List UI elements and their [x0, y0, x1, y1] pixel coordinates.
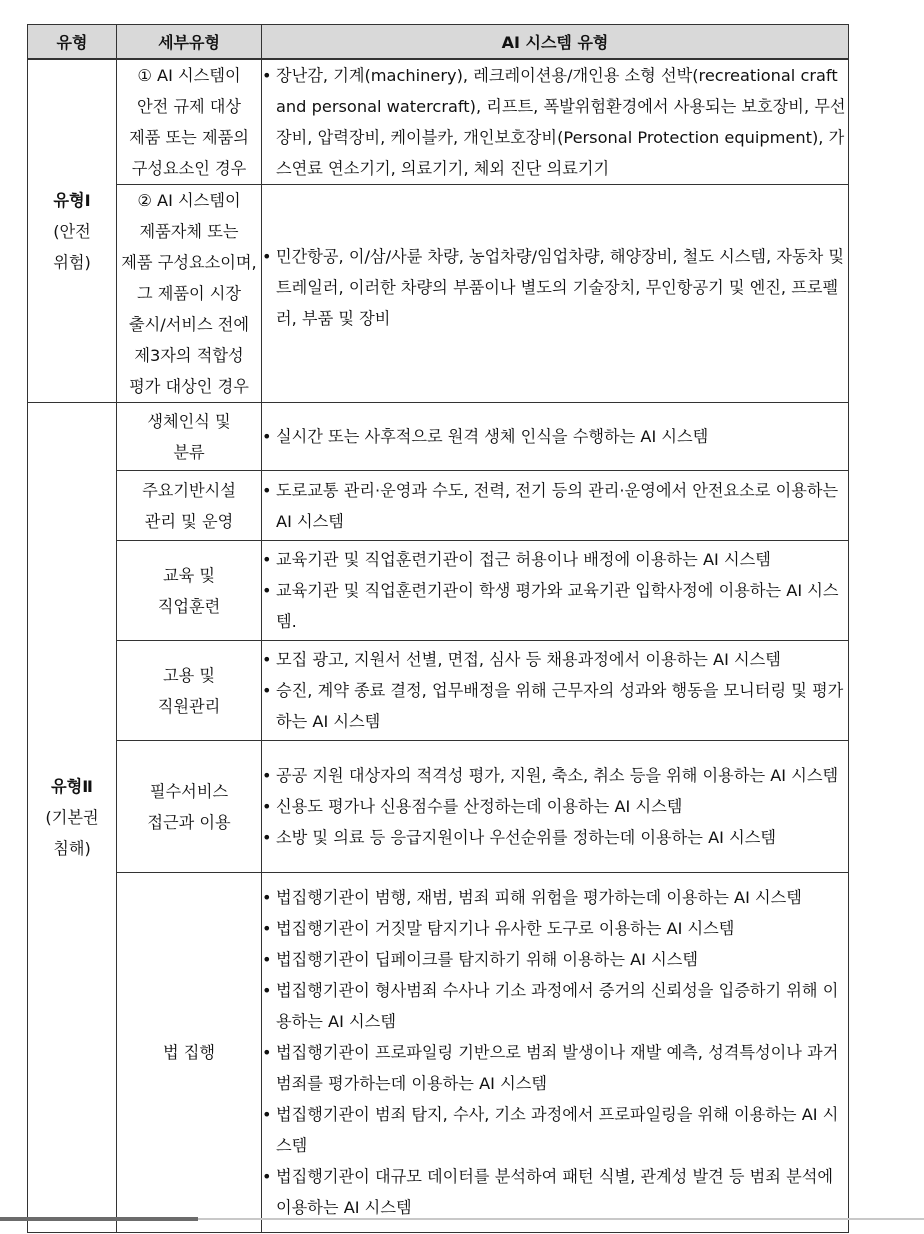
list-item: • 소방 및 의료 등 응급지원이나 우선순위를 정하는데 이용하는 AI 시스템: [262, 822, 848, 853]
type-subtitle-line: 침해): [53, 839, 91, 858]
list-item: • 신용도 평가나 신용점수를 산정하는데 이용하는 AI 시스템: [262, 791, 848, 822]
list-item: • 법집행기관이 딥페이크를 탐지하기 위해 이용하는 AI 시스템: [262, 944, 848, 975]
subtype-cell: [117, 741, 262, 873]
list-item: • 법집행기관이 범행, 재범, 범죄 피해 위험을 평가하는데 이용하는 AI 시스템: [262, 882, 848, 913]
list-item: • 교육기관 및 직업훈련기관이 학생 평가와 교육기관 입학사정에 이용하는 AI 시스템.: [262, 575, 848, 637]
list-item: • 모집 광고, 지원서 선별, 면접, 심사 등 채용과정에서 이용하는 AI 시스템: [262, 644, 848, 675]
subtype-line: 생체인식 및: [147, 411, 231, 431]
subtype-line: 관리 및 운영: [144, 511, 234, 531]
system-cell: [262, 641, 849, 741]
subtype-cell: [117, 471, 262, 541]
page-divider-accent: [0, 1217, 198, 1221]
list-item: • 공공 지원 대상자의 적격성 평가, 지원, 축소, 취소 등을 위해 이용하는 AI 시스템: [262, 760, 848, 791]
subtype-line: 접근과 이용: [147, 812, 231, 832]
list-item: • 승진, 계약 종료 결정, 업무배정을 위해 근무자의 성과와 행동을 모니터링 및 평가하는 AI 시스템: [262, 675, 848, 737]
subtype-line: 출시/서비스 전에: [128, 315, 250, 334]
subtype-line: 직업훈련: [157, 596, 221, 616]
table-row: [28, 641, 849, 741]
subtype-line: ① AI 시스템이: [137, 66, 241, 85]
header-type: 유형: [28, 25, 117, 60]
system-cell: [262, 873, 849, 1233]
table-row: [28, 185, 849, 403]
subtype-cell: [117, 403, 262, 471]
system-cell: [262, 471, 849, 541]
type-subtitle-line: 위험): [53, 252, 91, 272]
subtype-cell: [117, 541, 262, 641]
subtype-cell: [117, 873, 262, 1233]
list-item: • 법집행기관이 형사범죄 수사나 기소 과정에서 증거의 신뢰성을 입증하기 위해 이용하는 AI 시스템: [262, 975, 848, 1037]
subtype-line: 직원관리: [157, 696, 221, 716]
list-item: • 법집행기관이 대규모 데이터를 분석하여 패턴 식별, 관계성 발견 등 범죄 분석에 이용하는 AI 시스템: [262, 1161, 848, 1223]
list-item: • 민간항공, 이/삼/사륜 차량, 농업차량/임업차량, 해양장비, 철도 시스템, 자동차 및 트레일러, 이러한 차량의 부품이나 별도의 기술장치, 무인항공기 및 엔진, 프로펠러, 부품 및 장비: [262, 241, 848, 334]
subtype-line: 법 집행: [162, 1043, 216, 1062]
subtype-line: 주요기반시설: [142, 480, 236, 500]
subtype-line: 평가 대상인 경우: [129, 377, 249, 396]
header-subtype: 세부유형: [117, 25, 262, 60]
type-cell-1: [28, 59, 117, 403]
list-item: • 법집행기관이 프로파일링 기반으로 범죄 발생이나 재발 예측, 성격특성이나 과거범죄를 평가하는데 이용하는 AI 시스템: [262, 1037, 848, 1099]
system-cell: [262, 185, 849, 403]
type-title: 유형Ⅰ: [53, 190, 91, 210]
subtype-line: 제3자의 적합성: [134, 346, 244, 365]
table-row: [28, 403, 849, 471]
subtype-line: 제품 구성요소이며,: [121, 253, 257, 272]
system-cell: [262, 59, 849, 185]
subtype-line: 그 제품이 시장: [136, 284, 242, 303]
subtype-line: 고용 및: [162, 665, 216, 685]
subtype-cell: [117, 59, 262, 185]
subtype-line: 제품자체 또는: [139, 222, 239, 241]
table-row: [28, 741, 849, 873]
table-row: [28, 59, 849, 185]
list-item: • 도로교통 관리·운영과 수도, 전력, 전기 등의 관리·운영에서 안전요소로 이용하는 AI 시스템: [262, 475, 848, 537]
subtype-line: 안전 규제 대상: [136, 97, 242, 116]
subtype-line: 교육 및: [162, 565, 216, 585]
ai-risk-type-table: [27, 24, 849, 1233]
subtype-line: 필수서비스: [149, 781, 229, 801]
list-item: • 실시간 또는 사후적으로 원격 생체 인식을 수행하는 AI 시스템: [262, 421, 848, 452]
table-row: [28, 471, 849, 541]
subtype-line: 분류: [173, 442, 205, 462]
subtype-line: 제품 또는 제품의: [129, 128, 249, 147]
type-cell-2: [28, 403, 117, 1233]
list-item: • 법집행기관이 범죄 탐지, 수사, 기소 과정에서 프로파일링을 위해 이용하는 AI 시스템: [262, 1099, 848, 1161]
system-cell: [262, 403, 849, 471]
table-row: [28, 541, 849, 641]
system-cell: [262, 541, 849, 641]
subtype-cell: [117, 641, 262, 741]
header-system: AI 시스템 유형: [262, 25, 849, 60]
subtype-cell: [117, 185, 262, 403]
list-item: • 교육기관 및 직업훈련기관이 접근 허용이나 배정에 이용하는 AI 시스템: [262, 544, 848, 575]
table-header-row: [28, 25, 849, 60]
system-cell: [262, 741, 849, 873]
type-title: 유형Ⅱ: [51, 777, 93, 796]
list-item: • 법집행기관이 거짓말 탐지기나 유사한 도구로 이용하는 AI 시스템: [262, 913, 848, 944]
subtype-line: 구성요소인 경우: [131, 159, 247, 178]
type-subtitle-line: (기본권: [45, 808, 99, 827]
table-row: [28, 873, 849, 1233]
subtype-line: ② AI 시스템이: [137, 191, 241, 210]
list-item: • 장난감, 기계(machinery), 레크레이션용/개인용 소형 선박(recreational craft and personal watercraft), 리프트, 폭발위험환경에서 사용되는 보호장비, 무선장비, 압력장비, 케이블카, 개인보호장비(Personal Protection equipment), 가스연료 연소기기, 의료기기, 체외 진단 의료기기: [262, 60, 848, 184]
type-subtitle-line: (안전: [53, 221, 91, 241]
